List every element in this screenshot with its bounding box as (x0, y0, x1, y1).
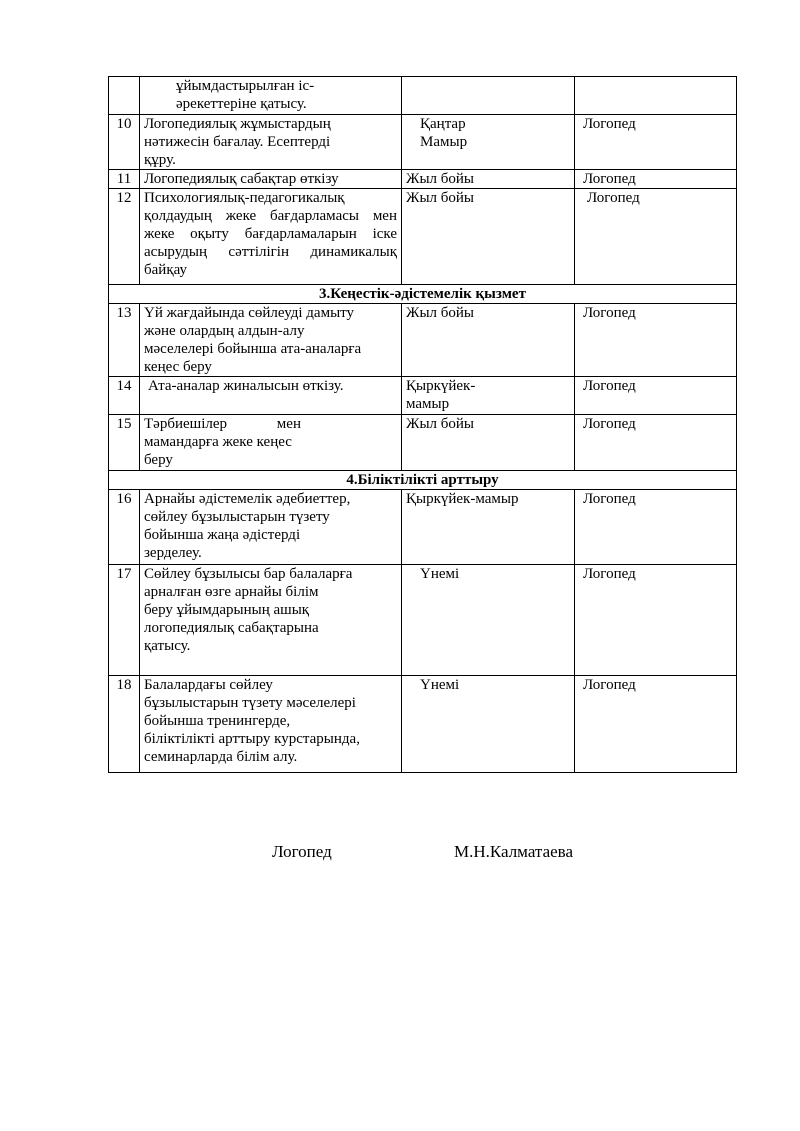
responsible-cell: Логопед (575, 490, 737, 565)
task-cell: Үй жағдайында сөйлеуді дамыту және олардың алдын-алу мәселелері бойынша ата-аналарға кеңес беру (140, 304, 402, 377)
task-cell: Тәрбиешілер мен мамандарға жеке кеңес беру (140, 415, 402, 471)
task-cell: Ата-аналар жиналысын өткізу. (140, 377, 402, 415)
section-heading: 3.Кеңестік-әдістемелік қызмет (109, 285, 737, 304)
table-row (109, 189, 737, 285)
table-row (109, 415, 737, 471)
responsible-cell: Логопед (575, 189, 737, 285)
row-number: 11 (109, 170, 140, 189)
work-plan-table (108, 76, 737, 773)
timing-cell (402, 77, 575, 115)
section-row (109, 285, 737, 304)
responsible-cell: Логопед (575, 565, 737, 676)
responsible-cell: Логопед (575, 170, 737, 189)
timing-cell: Қыркүйек-мамыр (402, 490, 575, 565)
timing-cell: Жыл бойы (402, 170, 575, 189)
timing-cell: Қыркүйек- мамыр (402, 377, 575, 415)
row-number: 12 (109, 189, 140, 285)
responsible-cell: Логопед (575, 115, 737, 170)
task-cell: Арнайы әдістемелік әдебиеттер, сөйлеу бұзылыстарын түзету бойынша жаңа әдістерді зерделеу. (140, 490, 402, 565)
row-number: 13 (109, 304, 140, 377)
row-number: 10 (109, 115, 140, 170)
table-row (109, 115, 737, 170)
table-row (109, 170, 737, 189)
timing-cell: Қаңтар Мамыр (402, 115, 575, 170)
row-number: 18 (109, 676, 140, 773)
responsible-cell: Логопед (575, 415, 737, 471)
task-cell: Балалардағы сөйлеу бұзылыстарын түзету мәселелері бойынша тренингерде, біліктілікті арттыру курстарында, семинарларда білім алу. (140, 676, 402, 773)
task-cell: Сөйлеу бұзылысы бар балаларға арналған өзге арнайы білім беру ұйымдарының ашық логопедиялық сабақтарына қатысу. (140, 565, 402, 676)
timing-cell: Жыл бойы (402, 415, 575, 471)
responsible-cell (575, 77, 737, 115)
responsible-cell: Логопед (575, 377, 737, 415)
row-number (109, 77, 140, 115)
responsible-cell: Логопед (575, 676, 737, 773)
responsible-cell: Логопед (575, 304, 737, 377)
task-cell: Логопедиялық сабақтар өткізу (140, 170, 402, 189)
task-cell: ұйымдастырылған іс- әрекеттеріне қатысу. (140, 77, 402, 115)
row-number: 16 (109, 490, 140, 565)
table-row (109, 676, 737, 773)
timing-cell: Жыл бойы (402, 189, 575, 285)
table-row (109, 565, 737, 676)
section-heading: 4.Біліктілікті арттыру (109, 471, 737, 490)
timing-cell: Жыл бойы (402, 304, 575, 377)
row-number: 15 (109, 415, 140, 471)
signature-name: М.Н.Калматаева (454, 842, 574, 861)
row-number: 17 (109, 565, 140, 676)
section-row (109, 471, 737, 490)
task-cell: Психологиялық-педагогикалық қолдаудың жеке бағдарламасы мен жеке оқыту бағдарламаларын іске асырудың сәттілігін динамикалық байқау (140, 189, 402, 285)
table-row (109, 490, 737, 565)
timing-cell: Үнемі (402, 676, 575, 773)
table-row (109, 304, 737, 377)
signature-role: Логопед (272, 842, 332, 861)
row-number: 14 (109, 377, 140, 415)
table-row (109, 377, 737, 415)
timing-cell: Үнемі (402, 565, 575, 676)
task-cell: Логопедиялық жұмыстардың нәтижесін бағалау. Есептерді құру. (140, 115, 402, 170)
table-row (109, 77, 737, 115)
